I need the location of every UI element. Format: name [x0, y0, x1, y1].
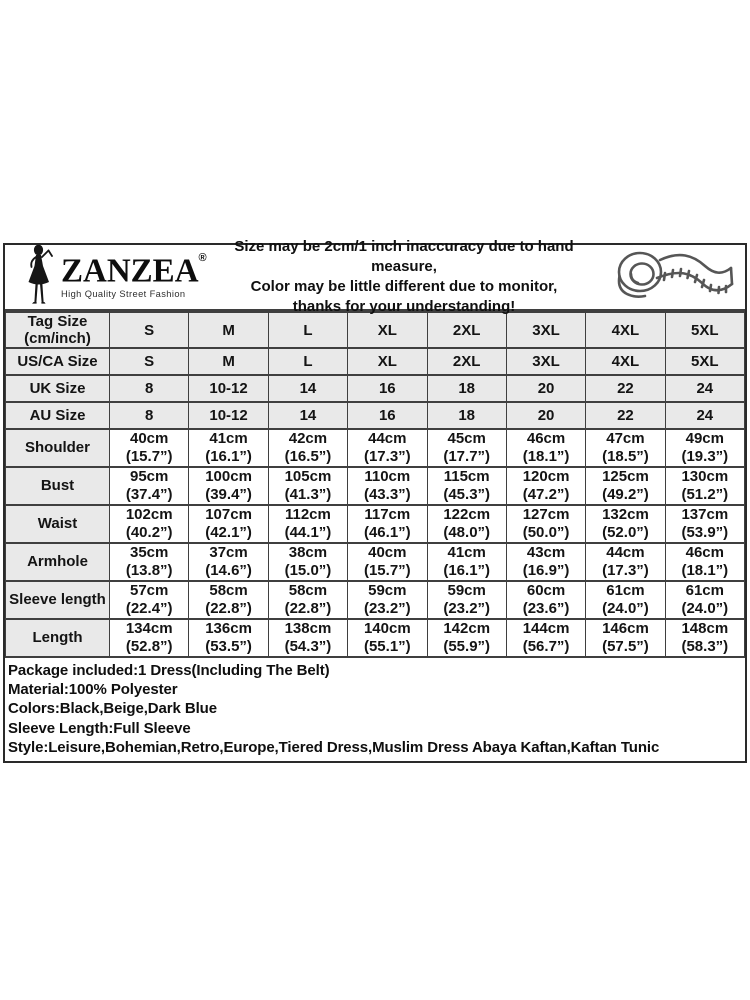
size-cell: 5XL	[665, 348, 744, 375]
size-cell: 45cm (17.7”)	[427, 429, 506, 467]
size-cell: 40cm (15.7”)	[110, 429, 189, 467]
size-cell: 140cm (55.1”)	[348, 619, 427, 657]
size-cell: 18	[427, 375, 506, 402]
size-cell: 14	[268, 375, 347, 402]
size-cell: 46cm (18.1”)	[506, 429, 585, 467]
size-cell: XL	[348, 312, 427, 348]
size-cell: 2XL	[427, 312, 506, 348]
product-info	[5, 658, 745, 761]
size-table-body	[6, 312, 745, 657]
size-cell: 18	[427, 402, 506, 429]
table-row	[6, 402, 745, 429]
size-cell: 57cm (22.4”)	[110, 581, 189, 619]
size-cell: 148cm (58.3”)	[665, 619, 744, 657]
size-cell: 44cm (17.3”)	[586, 543, 665, 581]
row-label: Sleeve length	[6, 581, 110, 619]
size-cell: 49cm (19.3”)	[665, 429, 744, 467]
size-cell: 4XL	[586, 312, 665, 348]
size-cell: 100cm (39.4”)	[189, 467, 268, 505]
notice-line: thanks for your understanding!	[292, 298, 516, 315]
size-cell: 8	[110, 375, 189, 402]
size-cell: 4XL	[586, 348, 665, 375]
size-cell: 22	[586, 402, 665, 429]
row-label: Tag Size (cm/inch)	[6, 312, 110, 348]
table-row	[6, 348, 745, 375]
size-cell: S	[110, 312, 189, 348]
table-row	[6, 467, 745, 505]
size-cell: 46cm (18.1”)	[665, 543, 744, 581]
size-cell: 134cm (52.8”)	[110, 619, 189, 657]
size-cell: 8	[110, 402, 189, 429]
size-cell: 10-12	[189, 375, 268, 402]
size-cell: 125cm (49.2”)	[586, 467, 665, 505]
brand-text	[61, 251, 207, 299]
brand-logo	[25, 244, 207, 311]
size-cell: 120cm (47.2”)	[506, 467, 585, 505]
size-cell: 138cm (54.3”)	[268, 619, 347, 657]
size-cell: 142cm (55.9”)	[427, 619, 506, 657]
size-cell: 41cm (16.1”)	[427, 543, 506, 581]
size-cell: 144cm (56.7”)	[506, 619, 585, 657]
notice-line: Color may be little different due to monitor,	[250, 278, 558, 295]
table-row	[6, 375, 745, 402]
size-cell: 24	[665, 375, 744, 402]
size-cell: 137cm (53.9”)	[665, 505, 744, 543]
size-cell: 105cm (41.3”)	[268, 467, 347, 505]
size-cell: 20	[506, 375, 585, 402]
size-table	[5, 311, 745, 658]
brand-tagline: High Quality Street Fashion	[61, 288, 186, 299]
size-cell: 61cm (24.0”)	[586, 581, 665, 619]
size-cell: 60cm (23.6”)	[506, 581, 585, 619]
size-cell: 37cm (14.6”)	[189, 543, 268, 581]
size-cell: 136cm (53.5”)	[189, 619, 268, 657]
table-row	[6, 619, 745, 657]
size-cell: 107cm (42.1”)	[189, 505, 268, 543]
size-chart-sheet	[3, 238, 747, 763]
size-cell: 35cm (13.8”)	[110, 543, 189, 581]
size-cell: 41cm (16.1”)	[189, 429, 268, 467]
info-line-package: Package included:1 Dress(Including The Belt)	[8, 662, 330, 679]
table-row	[6, 505, 745, 543]
size-cell: M	[189, 312, 268, 348]
size-cell: 40cm (15.7”)	[348, 543, 427, 581]
brand-name: ZANZEA	[61, 252, 199, 290]
size-cell: 3XL	[506, 312, 585, 348]
row-label: UK Size	[6, 375, 110, 402]
size-cell: 122cm (48.0”)	[427, 505, 506, 543]
size-cell: 61cm (24.0”)	[665, 581, 744, 619]
size-cell: 3XL	[506, 348, 585, 375]
size-cell: 102cm (40.2”)	[110, 505, 189, 543]
size-cell: 58cm (22.8”)	[268, 581, 347, 619]
size-cell: 20	[506, 402, 585, 429]
size-cell: 117cm (46.1”)	[348, 505, 427, 543]
size-cell: 16	[348, 375, 427, 402]
size-cell: 42cm (16.5”)	[268, 429, 347, 467]
size-cell: 58cm (22.8”)	[189, 581, 268, 619]
row-label: Length	[6, 619, 110, 657]
table-row	[6, 581, 745, 619]
size-cell: S	[110, 348, 189, 375]
size-cell: 112cm (44.1”)	[268, 505, 347, 543]
size-cell: 14	[268, 402, 347, 429]
size-cell: 95cm (37.4”)	[110, 467, 189, 505]
table-row	[6, 543, 745, 581]
row-label: AU Size	[6, 402, 110, 429]
row-label: Waist	[6, 505, 110, 543]
size-cell: 115cm (45.3”)	[427, 467, 506, 505]
size-notice	[207, 237, 601, 317]
tape-measure-icon	[601, 247, 741, 307]
size-cell: L	[268, 348, 347, 375]
info-line-style: Style:Leisure,Bohemian,Retro,Europe,Tiered Dress,Muslim Dress Abaya Kaftan,Kaftan Tunic	[8, 738, 660, 756]
info-line-colors: Colors:Black,Beige,Dark Blue	[8, 700, 217, 718]
size-cell: 5XL	[665, 312, 744, 348]
size-cell: 24	[665, 402, 744, 429]
size-cell: 59cm (23.2”)	[348, 581, 427, 619]
row-label: US/CA Size	[6, 348, 110, 375]
size-cell: L	[268, 312, 347, 348]
size-cell: 130cm (51.2”)	[665, 467, 744, 505]
table-row	[6, 312, 745, 348]
size-cell: 110cm (43.3”)	[348, 467, 427, 505]
info-line-material: Material:100% Polyester	[8, 681, 178, 699]
size-cell: 43cm (16.9”)	[506, 543, 585, 581]
size-cell: 127cm (50.0”)	[506, 505, 585, 543]
size-cell: 2XL	[427, 348, 506, 375]
row-label: Armhole	[6, 543, 110, 581]
size-cell: 146cm (57.5”)	[586, 619, 665, 657]
size-cell: XL	[348, 348, 427, 375]
row-label: Bust	[6, 467, 110, 505]
woman-figure-icon	[25, 244, 59, 311]
size-cell: 22	[586, 375, 665, 402]
size-cell: 10-12	[189, 402, 268, 429]
size-cell: 16	[348, 402, 427, 429]
size-cell: 44cm (17.3”)	[348, 429, 427, 467]
info-line-sleeve: Sleeve Length:Full Sleeve	[8, 719, 191, 737]
size-cell: 47cm (18.5”)	[586, 429, 665, 467]
size-cell: M	[189, 348, 268, 375]
size-cell: 38cm (15.0”)	[268, 543, 347, 581]
size-cell: 132cm (52.0”)	[586, 505, 665, 543]
header-band	[5, 238, 745, 315]
notice-line: Size may be 2cm/1 inch inaccuracy due to hand measure,	[234, 238, 574, 275]
registered-mark-icon: ®	[198, 251, 207, 264]
size-cell: 59cm (23.2”)	[427, 581, 506, 619]
table-row	[6, 429, 745, 467]
row-label: Shoulder	[6, 429, 110, 467]
